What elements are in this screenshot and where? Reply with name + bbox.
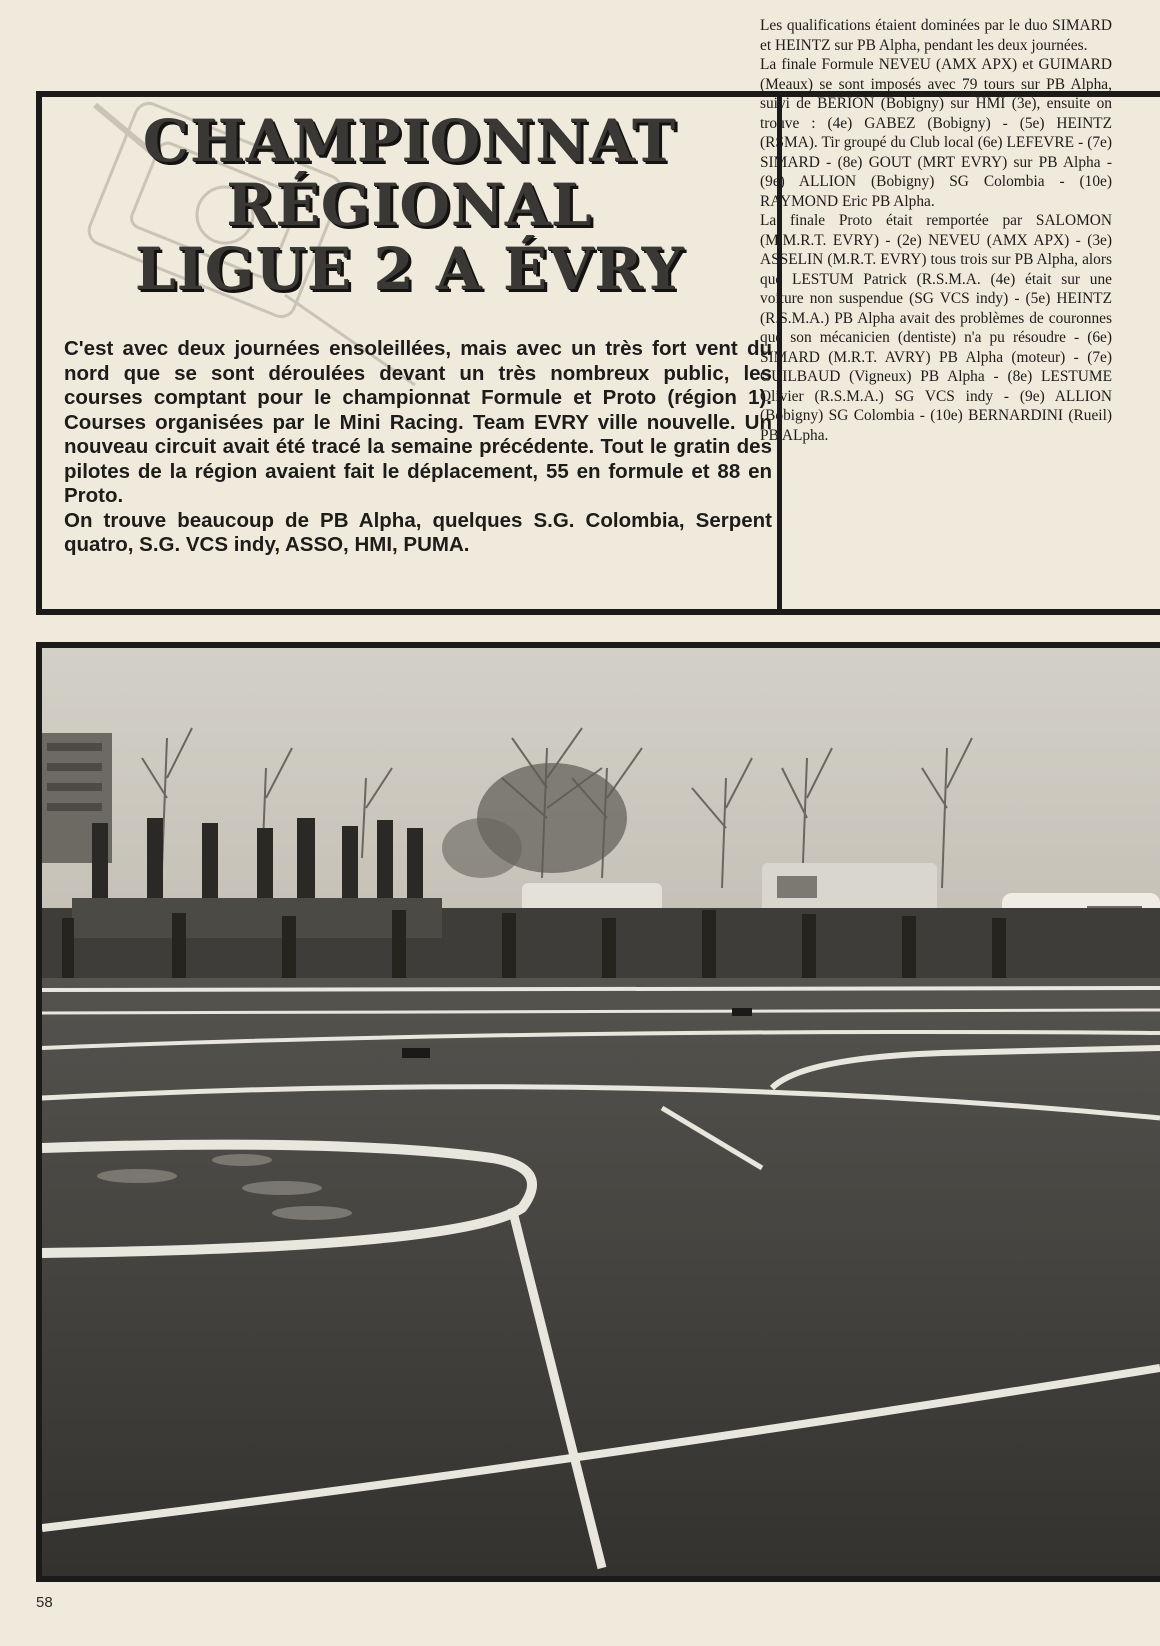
race-track-photo-illustration [42, 648, 1160, 1576]
results-column [760, 16, 1112, 445]
results-paragraph: La finale Formule NEVEU (AMX APX) et GUIMARD (Meaux) se sont imposés avec 79 tours sur PB Alpha, suivi de BERION (Bobigny) sur HMI (3e), ensuite on trouve : (4e) GABEZ (Bobigny) - (5e) HEINTZ (RSMA). Tir groupé du Club local (6e) LEFEVRE - (7e) SIMARD - (8e) GOUT (MRT EVRY) sur PB Alpha - (9e) ALLION (Bobigny) SG Colombia - (10e) RAYMOND Eric PB Alpha. [760, 56, 1112, 210]
headline [42, 109, 777, 301]
race-photo [36, 642, 1160, 1582]
headline-line-1: CHAMPIONNAT [142, 107, 677, 175]
intro-text [64, 337, 772, 558]
page-number: 58 [36, 1594, 53, 1611]
headline-line-2: RÉGIONAL [226, 171, 593, 239]
results-paragraph: Les qualifications étaient dominées par le duo SIMARD et HEINTZ sur PB Alpha, pendant les deux journées. [760, 17, 1112, 54]
headline-line-3: LIGUE 2 A ÉVRY [134, 235, 685, 303]
intro-paragraph: C'est avec deux journées ensoleillées, mais avec un très fort vent du nord que se sont déroulées devant un très nombreux public, les courses comptant pour le championnat Formule et Proto (région 1). Courses organisées par le Mini Racing. Team EVRY ville nouvelle. Un nouveau circuit avait été tracé la semaine précédente. Tout le gratin des pilotes de la région avaient fait le déplacement, 55 en formule et 88 en Proto. [64, 337, 772, 507]
headline-column [42, 97, 782, 609]
results-paragraph: La finale Proto était remportée par SALOMON (M.M.R.T. EVRY) - (2e) NEVEU (AMX APX) - (3e) ASSELIN (M.R.T. EVRY) tous trois sur PB Alpha, alors que LESTUM Patrick (R.S.M.A. (4e) était sur une voiture non suspendue (SG VCS indy) - (5e) HEINTZ (R.S.M.A.) PB Alpha avait des problèmes de couronnes que son mécanicien (dentiste) n'a pu résoudre - (6e) SIMARD (M.R.T. AVRY) PB Alpha (moteur) - (7e) GUILBAUD (Vigneux) PB Alpha - (8e) LESTUME Olivier (R.S.M.A.) SG VCS indy - (9e) ALLION (Bobigny) SG Colombia - (10e) BERNARDINI (Rueil) PB ALpha. [760, 212, 1112, 444]
intro-paragraph: On trouve beaucoup de PB Alpha, quelques S.G. Colombia, Serpent quatro, S.G. VCS indy, ASSO, HMI, PUMA. [64, 508, 772, 556]
